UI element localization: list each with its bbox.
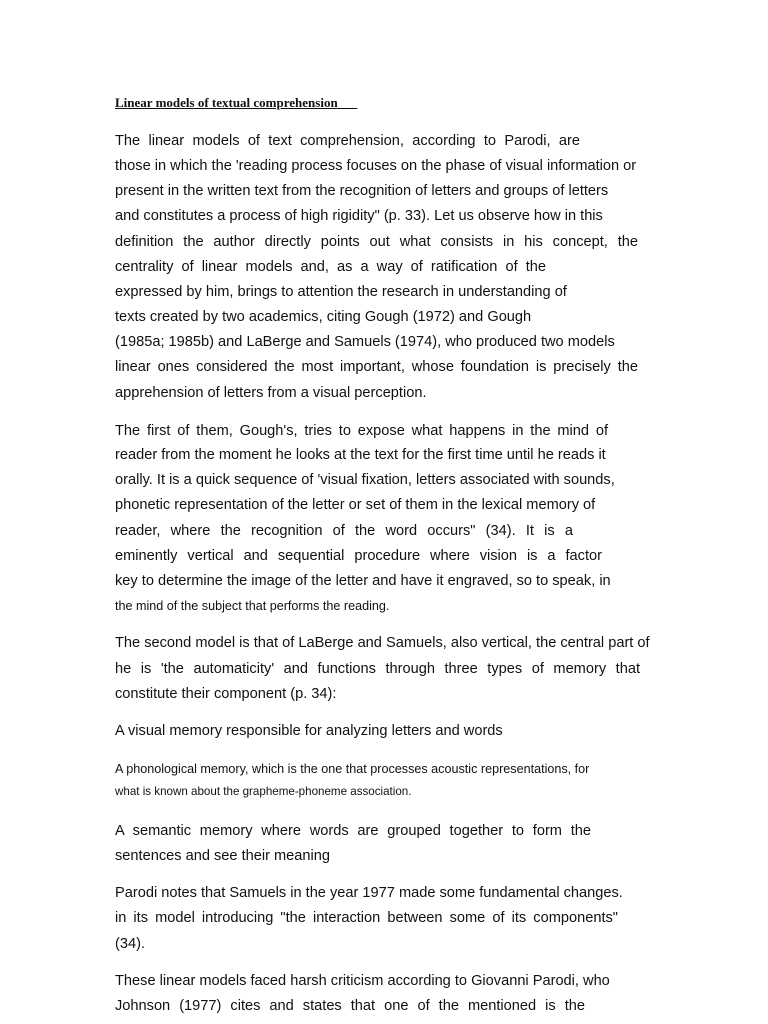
text-line: orally. It is a quick sequence of 'visual fixation, letters associated with sounds,	[115, 472, 615, 488]
text-line: constitute their component (p. 34):	[115, 686, 337, 702]
text-line: definition the author directly points out what consists in his concept, the	[115, 234, 638, 250]
text-line: present in the written text from the recognition of letters and groups of letters	[115, 183, 609, 199]
text-line: key to determine the image of the letter and have it engraved, so to speak, in	[115, 573, 611, 589]
text-line: eminently vertical and sequential procedure where vision is a factor	[115, 548, 602, 564]
text-line: Johnson (1977) cites and states that one of the mentioned is the	[115, 998, 585, 1014]
text-line: These linear models faced harsh criticism according to Giovanni Parodi, who	[115, 973, 610, 989]
list-item-semantic-memory: A semantic memory where words are grouped together to form the	[115, 823, 591, 839]
text-line: (1985a; 1985b) and LaBerge and Samuels (1974), who produced two models	[115, 334, 615, 350]
text-line: Parodi notes that Samuels in the year 1977 made some fundamental changes.	[115, 885, 623, 901]
title-underline-trail	[338, 95, 358, 110]
text-line: sentences and see their meaning	[115, 848, 330, 864]
text-line: (34).	[115, 936, 146, 952]
text-line: those in which the 'reading process focuses on the phase of visual information or	[115, 158, 637, 174]
text-line: centrality of linear models and, as a way of ratification of the	[115, 259, 546, 275]
text-line: the mind of the subject that performs the reading.	[115, 599, 390, 613]
text-line: apprehension of letters from a visual perception.	[115, 385, 427, 401]
text-line: in its model introducing "the interaction between some of its components"	[115, 910, 618, 926]
text-line: The linear models of text comprehension, according to Parodi, are	[115, 133, 580, 149]
text-line: reader, where the recognition of the word occurs" (34). It is a	[115, 523, 573, 539]
text-line: what is known about the grapheme-phoneme association.	[115, 785, 412, 798]
text-line: expressed by him, brings to attention the research in understanding of	[115, 284, 567, 300]
text-line: The first of them, Gough's, tries to expose what happens in the mind of	[115, 423, 608, 439]
text-line: The second model is that of LaBerge and Samuels, also vertical, the central part of	[115, 635, 650, 651]
text-line: linear ones considered the most important, whose foundation is precisely the	[115, 359, 638, 375]
text-line: phonetic representation of the letter or set of them in the lexical memory of	[115, 497, 596, 513]
title-text: Linear models of textual comprehension	[115, 95, 338, 110]
document-title	[115, 95, 357, 111]
text-line: and constitutes a process of high rigidity" (p. 33). Let us observe how in this	[115, 208, 603, 224]
list-item-visual-memory: A visual memory responsible for analyzing letters and words	[115, 723, 503, 739]
text-line: he is 'the automaticity' and functions through three types of memory that	[115, 661, 640, 677]
text-line: texts created by two academics, citing Gough (1972) and Gough	[115, 309, 532, 325]
text-line: reader from the moment he looks at the text for the first time until he reads it	[115, 447, 606, 463]
list-item-phonological-memory: A phonological memory, which is the one that processes acoustic representations, for	[115, 762, 590, 776]
